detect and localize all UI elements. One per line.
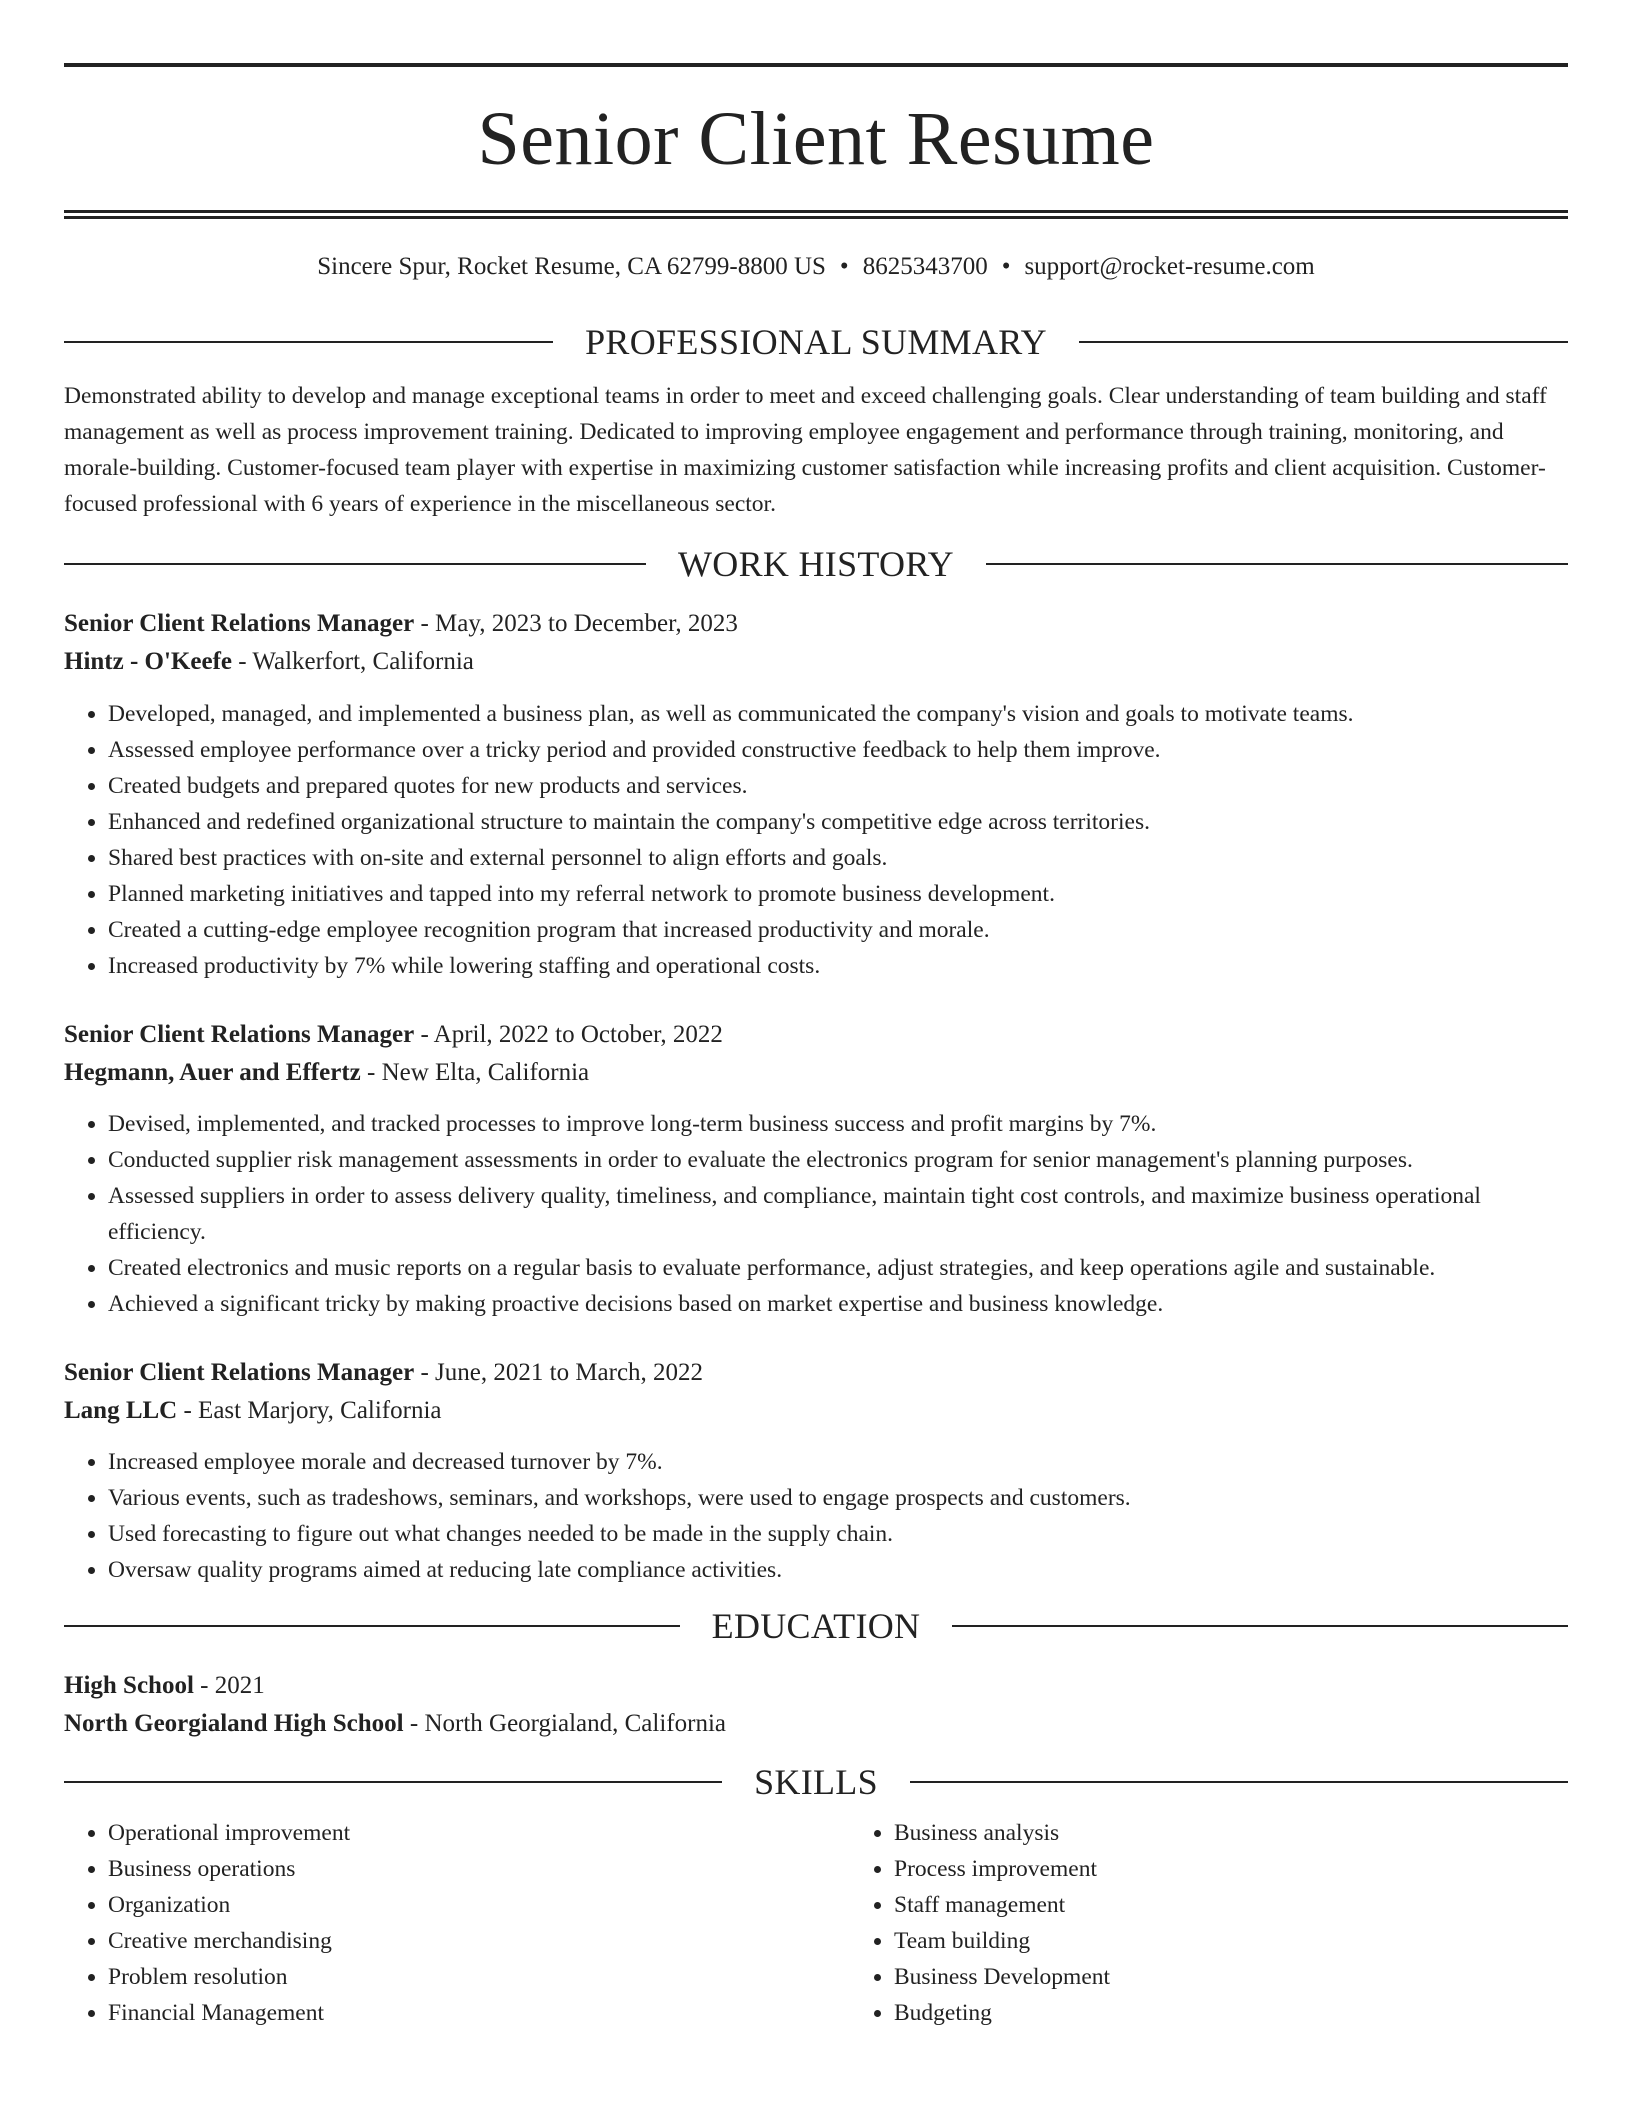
contact-separator: • bbox=[839, 253, 849, 280]
skill-item: • Problem resolution bbox=[108, 1959, 850, 1995]
heading-rule bbox=[986, 563, 1568, 565]
list-item: • Conducted supplier risk management assessments in order to evaluate the electronics program for senior management's planning purposes. bbox=[108, 1142, 1568, 1178]
skills-right-list bbox=[850, 1815, 1632, 2031]
job-location: - East Marjory, California bbox=[177, 1397, 442, 1424]
job-dates: - April, 2022 to October, 2022 bbox=[414, 1021, 723, 1048]
education-degree: High School bbox=[64, 1672, 194, 1699]
skill-item: • Operational improvement bbox=[108, 1815, 850, 1851]
job-company: Hintz - O'Keefe bbox=[64, 648, 232, 675]
list-item: • Increased productivity by 7% while lowering staffing and operational costs. bbox=[108, 948, 1568, 984]
list-item: • Created budgets and prepared quotes for new products and services. bbox=[108, 768, 1568, 804]
education-year: - 2021 bbox=[193, 1672, 265, 1699]
skill-item: • Team building bbox=[894, 1923, 1632, 1959]
skill-item: • Business Development bbox=[894, 1959, 1632, 1995]
skill-item: • Process improvement bbox=[894, 1851, 1632, 1887]
job-dates: - May, 2023 to December, 2023 bbox=[414, 610, 738, 637]
contact-separator: • bbox=[1001, 253, 1011, 280]
section-heading-education bbox=[64, 1604, 1568, 1648]
section-title: SKILLS bbox=[754, 1762, 878, 1802]
job-title-line bbox=[64, 605, 1568, 643]
skill-item: • Staff management bbox=[894, 1887, 1632, 1923]
contact-email: support@rocket-resume.com bbox=[1024, 253, 1315, 280]
list-item: • Devised, implemented, and tracked processes to improve long-term business success and profit margins by 7%. bbox=[108, 1106, 1568, 1142]
heading-rule bbox=[952, 1625, 1568, 1627]
contact-line bbox=[64, 250, 1568, 284]
skill-item: • Budgeting bbox=[894, 1995, 1632, 2031]
list-item: • Enhanced and redefined organizational structure to maintain the company's competitive edge across territories. bbox=[108, 804, 1568, 840]
education-entry bbox=[64, 1667, 1568, 1743]
heading-rule bbox=[64, 563, 646, 565]
job-company: Hegmann, Auer and Effertz bbox=[64, 1059, 361, 1086]
job-title: Senior Client Relations Manager bbox=[64, 1021, 415, 1048]
skills-columns bbox=[64, 1815, 1568, 2031]
list-item: • Oversaw quality programs aimed at reducing late compliance activities. bbox=[108, 1552, 1568, 1588]
heading-rule bbox=[1079, 341, 1568, 343]
job-location: - Walkerfort, California bbox=[232, 648, 474, 675]
list-item: • Assessed suppliers in order to assess delivery quality, timeliness, and compliance, maintain tight cost controls, and maximize business operational efficiency. bbox=[108, 1178, 1568, 1250]
list-item: • Planned marketing initiatives and tapped into my referral network to promote business development. bbox=[108, 876, 1568, 912]
job-title: Senior Client Relations Manager bbox=[64, 1359, 415, 1386]
section-title: PROFESSIONAL SUMMARY bbox=[585, 322, 1047, 362]
heading-rule bbox=[64, 1625, 680, 1627]
skill-item: • Financial Management bbox=[108, 1995, 850, 2031]
summary-text: Demonstrated ability to develop and manage exceptional teams in order to meet and exceed challenging goals. Clear understanding of team building and staff management as well as process improvement training. Dedicated to improving employee engagement and performance through training, monitoring, and morale-building. Customer-focused team player with expertise in maximizing customer satisfaction while increasing profits and client acquisition. Customer-focused professional with 6 years of experience in the miscellaneous sector. bbox=[64, 383, 1547, 517]
list-item: • Achieved a significant tricky by making proactive decisions based on market expertise and business knowledge. bbox=[108, 1286, 1568, 1322]
contact-phone: 8625343700 bbox=[862, 253, 988, 280]
section-title: WORK HISTORY bbox=[678, 544, 954, 584]
job-entry bbox=[64, 1354, 1568, 1588]
section-heading-skills bbox=[64, 1760, 1568, 1804]
job-bullets bbox=[64, 696, 1568, 984]
list-item: • Created electronics and music reports on a regular basis to evaluate performance, adjust strategies, and keep operations agile and sustainable. bbox=[108, 1250, 1568, 1286]
job-entry bbox=[64, 605, 1568, 984]
resume-title: Senior Client Resume bbox=[477, 97, 1155, 181]
list-item: • Developed, managed, and implemented a business plan, as well as communicated the company's vision and goals to motivate teams. bbox=[108, 696, 1568, 732]
job-company-line bbox=[64, 1392, 1568, 1430]
list-item: • Shared best practices with on-site and external personnel to align efforts and goals. bbox=[108, 840, 1568, 876]
section-heading-work-history bbox=[64, 542, 1568, 586]
job-dates: - June, 2021 to March, 2022 bbox=[414, 1359, 704, 1386]
job-title-line bbox=[64, 1016, 1568, 1054]
resume-page bbox=[64, 63, 1568, 2031]
heading-rule bbox=[910, 1781, 1568, 1783]
skills-left-list bbox=[64, 1815, 850, 2031]
education-school-line bbox=[64, 1705, 1568, 1743]
education-school: North Georgialand High School bbox=[64, 1710, 404, 1737]
skill-item: • Business analysis bbox=[894, 1815, 1632, 1851]
job-title-line bbox=[64, 1354, 1568, 1392]
section-heading-summary bbox=[64, 320, 1568, 364]
heading-rule bbox=[64, 341, 553, 343]
job-location: - New Elta, California bbox=[360, 1059, 590, 1086]
education-location: - North Georgialand, California bbox=[403, 1710, 726, 1737]
list-item: • Created a cutting-edge employee recognition program that increased productivity and morale. bbox=[108, 912, 1568, 948]
job-company-line bbox=[64, 1054, 1568, 1092]
job-company: Lang LLC bbox=[64, 1397, 178, 1424]
job-bullets bbox=[64, 1444, 1568, 1588]
job-company-line bbox=[64, 643, 1568, 681]
heading-rule bbox=[64, 1781, 722, 1783]
job-bullets bbox=[64, 1106, 1568, 1322]
list-item: • Various events, such as tradeshows, seminars, and workshops, were used to engage prospects and customers. bbox=[108, 1480, 1568, 1516]
skill-item: • Business operations bbox=[108, 1851, 850, 1887]
contact-address: Sincere Spur, Rocket Resume, CA 62799-8800 US bbox=[317, 253, 826, 280]
skill-item: • Creative merchandising bbox=[108, 1923, 850, 1959]
list-item: • Increased employee morale and decreased turnover by 7%. bbox=[108, 1444, 1568, 1480]
job-title: Senior Client Relations Manager bbox=[64, 610, 415, 637]
job-entry bbox=[64, 1016, 1568, 1322]
title-double-rule bbox=[64, 210, 1568, 219]
section-title: EDUCATION bbox=[711, 1606, 921, 1646]
skill-item: • Organization bbox=[108, 1887, 850, 1923]
list-item: • Assessed employee performance over a tricky period and provided constructive feedback to help them improve. bbox=[108, 732, 1568, 768]
education-degree-line bbox=[64, 1667, 1568, 1705]
list-item: • Used forecasting to figure out what changes needed to be made in the supply chain. bbox=[108, 1516, 1568, 1552]
